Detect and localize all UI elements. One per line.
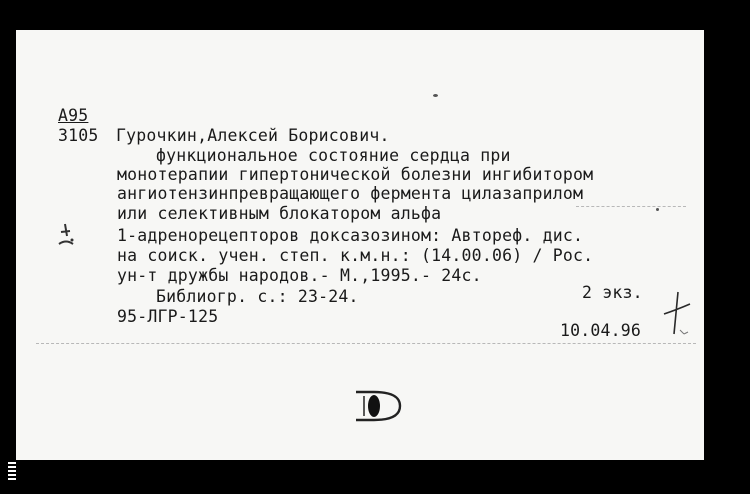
scan-border-left [0, 30, 16, 460]
title-line-7: ун-т дружбы народов.- М.,1995.- 24с. [117, 266, 482, 285]
title-line-1: функциональное состояние сердца при [156, 146, 511, 165]
scan-edge-marker [8, 462, 16, 482]
registration-date: 10.04.96 [560, 321, 642, 340]
ink-speck [433, 94, 438, 97]
punch-hole-icon [350, 386, 406, 426]
pencil-mark-icon [56, 222, 78, 248]
signature-mark-icon [656, 290, 692, 342]
ink-speck [656, 208, 659, 211]
scan-border-top [16, 0, 104, 30]
copies-count: 2 экз. [582, 283, 643, 302]
title-line-3: ангиотензинпревращающего фермента цилазаприлом [117, 184, 584, 203]
title-line-5: 1-адренорецепторов доксазозином: Автореф. дис. [117, 226, 584, 245]
card-rule-short [576, 206, 686, 207]
title-line-4: или селективным блокатором альфа [117, 204, 442, 223]
bibliography-note: Библиогр. с.: 23-24. [156, 287, 359, 306]
scan-border-right [704, 30, 750, 494]
scan-border-bottom [0, 460, 750, 494]
entry-number: 3105 [58, 126, 99, 145]
card-rule [36, 343, 696, 344]
shelf-mark: A95 [58, 106, 89, 125]
accession-code: 95-ЛГР-125 [117, 307, 219, 326]
author-heading: Гурочкин,Алексей Борисович. [116, 126, 390, 145]
title-line-6: на соиск. учен. степ. к.м.н.: (14.00.06) / Рос. [117, 246, 594, 265]
title-line-2: монотерапии гипертонической болезни ингибитором [117, 165, 594, 184]
